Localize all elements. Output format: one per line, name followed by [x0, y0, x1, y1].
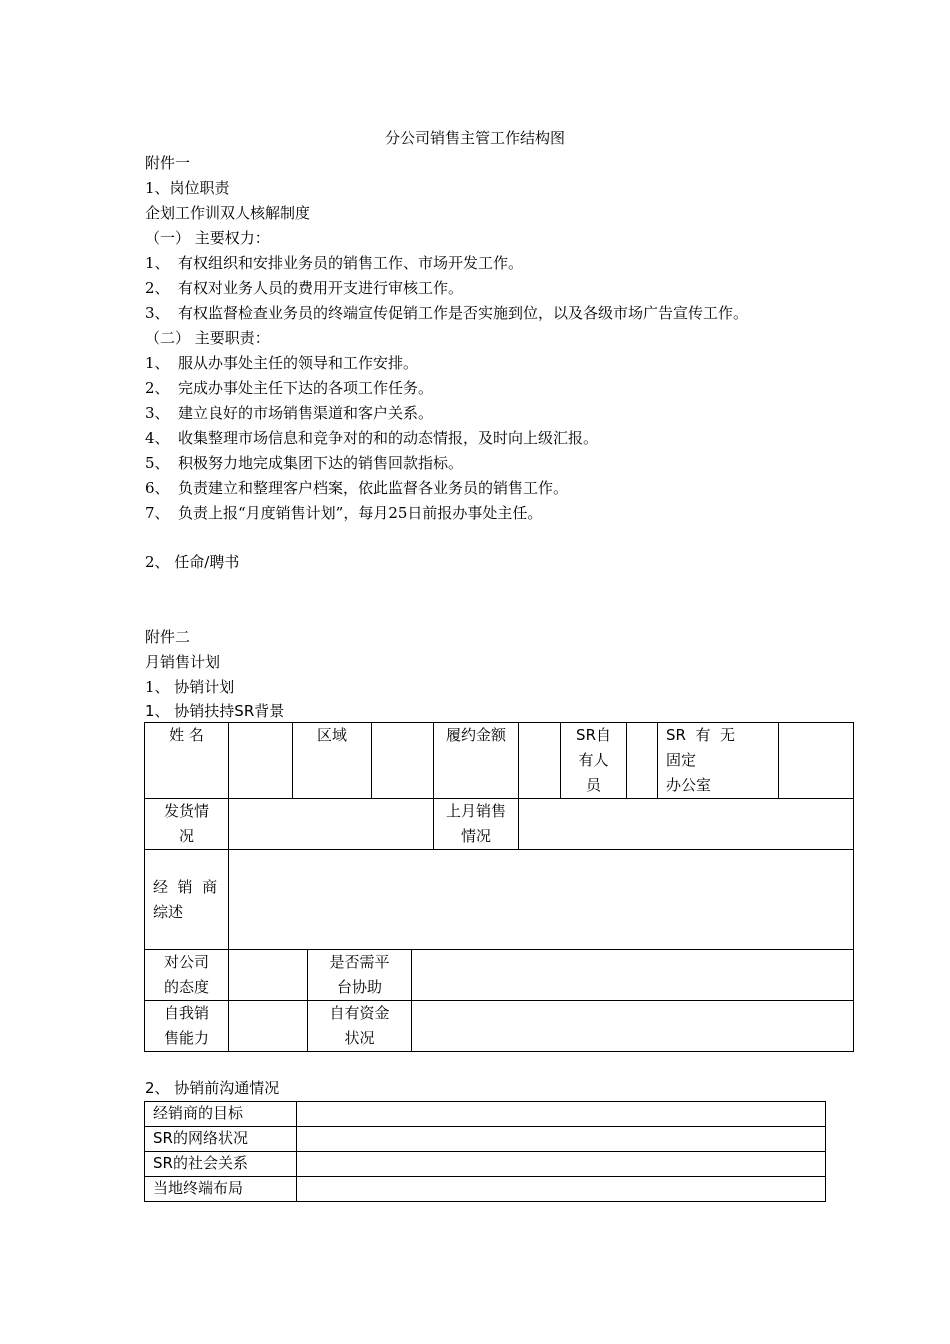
attitude-label-cell: 对公司 的态度 — [145, 950, 229, 1001]
own-funds-value-cell[interactable] — [412, 1001, 854, 1052]
sr-network-label-cell: SR的网络状况 — [145, 1127, 297, 1152]
sr-background-table — [144, 722, 854, 1052]
table-1-heading: 1、 协销扶持SR背景 — [145, 702, 285, 720]
sr-office-label-cell: SR 有 无 固定 办公室 — [658, 723, 779, 799]
pre-coop-communication-table — [144, 1101, 826, 1202]
section-2-heading: 2、 任命/聘书 — [145, 553, 240, 571]
dealer-goal-label-cell: 经销商的目标 — [145, 1102, 297, 1127]
duties-item: 3、 建立良好的市场销售渠道和客户关系。 — [145, 404, 434, 422]
own-funds-label-cell: 自有资金 状况 — [308, 1001, 412, 1052]
rights-heading: （一） 主要权力： — [145, 229, 270, 247]
duties-heading: （二） 主要职责： — [145, 329, 270, 347]
rights-item: 1、 有权组织和安排业务员的销售工作、市场开发工作。 — [145, 254, 524, 272]
local-terminal-value-cell[interactable] — [297, 1177, 826, 1202]
shipping-label-cell: 发货情 况 — [145, 799, 229, 850]
section-1-subtitle: 企划工作训双人核解制度 — [145, 204, 311, 222]
sr-network-value-cell[interactable] — [297, 1127, 826, 1152]
sr-office-value-cell[interactable] — [779, 723, 854, 799]
sr-social-value-cell[interactable] — [297, 1152, 826, 1177]
platform-assist-value-cell[interactable] — [412, 950, 854, 1001]
table-2-heading: 2、 协销前沟通情况 — [145, 1079, 280, 1097]
sr-own-staff-label-cell: SR自 有人 员 — [561, 723, 627, 799]
sr-social-label-cell: SR的社会关系 — [145, 1152, 297, 1177]
region-label-cell: 区域 — [293, 723, 372, 799]
document-title: 分公司销售主管工作结构图 — [384, 129, 565, 147]
attitude-value-cell[interactable] — [229, 950, 308, 1001]
platform-assist-label-cell: 是否需平 台协助 — [308, 950, 412, 1001]
coop-plan-heading: 1、 协销计划 — [145, 678, 235, 696]
duties-item: 7、 负责上报“月度销售计划”，每月25日前报办事处主任。 — [145, 504, 543, 522]
duties-item: 6、 负责建立和整理客户档案，依此监督各业务员的销售工作。 — [145, 479, 569, 497]
name-label-cell: 姓 名 — [145, 723, 229, 799]
duties-item: 1、 服从办事处主任的领导和工作安排。 — [145, 354, 419, 372]
last-month-sales-value-cell[interactable] — [519, 799, 854, 850]
sr-own-staff-value-cell[interactable] — [627, 723, 658, 799]
name-value-cell[interactable] — [229, 723, 293, 799]
dealer-summary-value-cell[interactable] — [229, 850, 854, 950]
dealer-summary-label-cell: 经 销 商 综述 — [145, 850, 229, 950]
section-1-heading: 1、岗位职责 — [145, 179, 230, 197]
rights-item: 2、 有权对业务人员的费用开支进行审核工作。 — [145, 279, 464, 297]
region-value-cell[interactable] — [372, 723, 434, 799]
local-terminal-label-cell: 当地终端布局 — [145, 1177, 297, 1202]
attachment-1-label: 附件一 — [145, 154, 191, 172]
dealer-goal-value-cell[interactable] — [297, 1102, 826, 1127]
duties-item: 5、 积极努力地完成集团下达的销售回款指标。 — [145, 454, 464, 472]
attachment-2-label: 附件二 — [145, 628, 191, 646]
shipping-value-cell[interactable] — [229, 799, 434, 850]
contract-amount-value-cell[interactable] — [519, 723, 561, 799]
monthly-plan-heading: 月销售计划 — [145, 653, 221, 671]
sales-ability-value-cell[interactable] — [229, 1001, 308, 1052]
rights-item: 3、 有权监督检查业务员的终端宣传促销工作是否实施到位，以及各级市场广告宣传工作。 — [145, 304, 749, 322]
duties-item: 4、 收集整理市场信息和竞争对的和的动态情报，及时向上级汇报。 — [145, 429, 599, 447]
contract-amount-label-cell: 履约金额 — [434, 723, 519, 799]
sales-ability-label-cell: 自我销 售能力 — [145, 1001, 229, 1052]
duties-item: 2、 完成办事处主任下达的各项工作任务。 — [145, 379, 434, 397]
last-month-sales-label-cell: 上月销售 情况 — [434, 799, 519, 850]
